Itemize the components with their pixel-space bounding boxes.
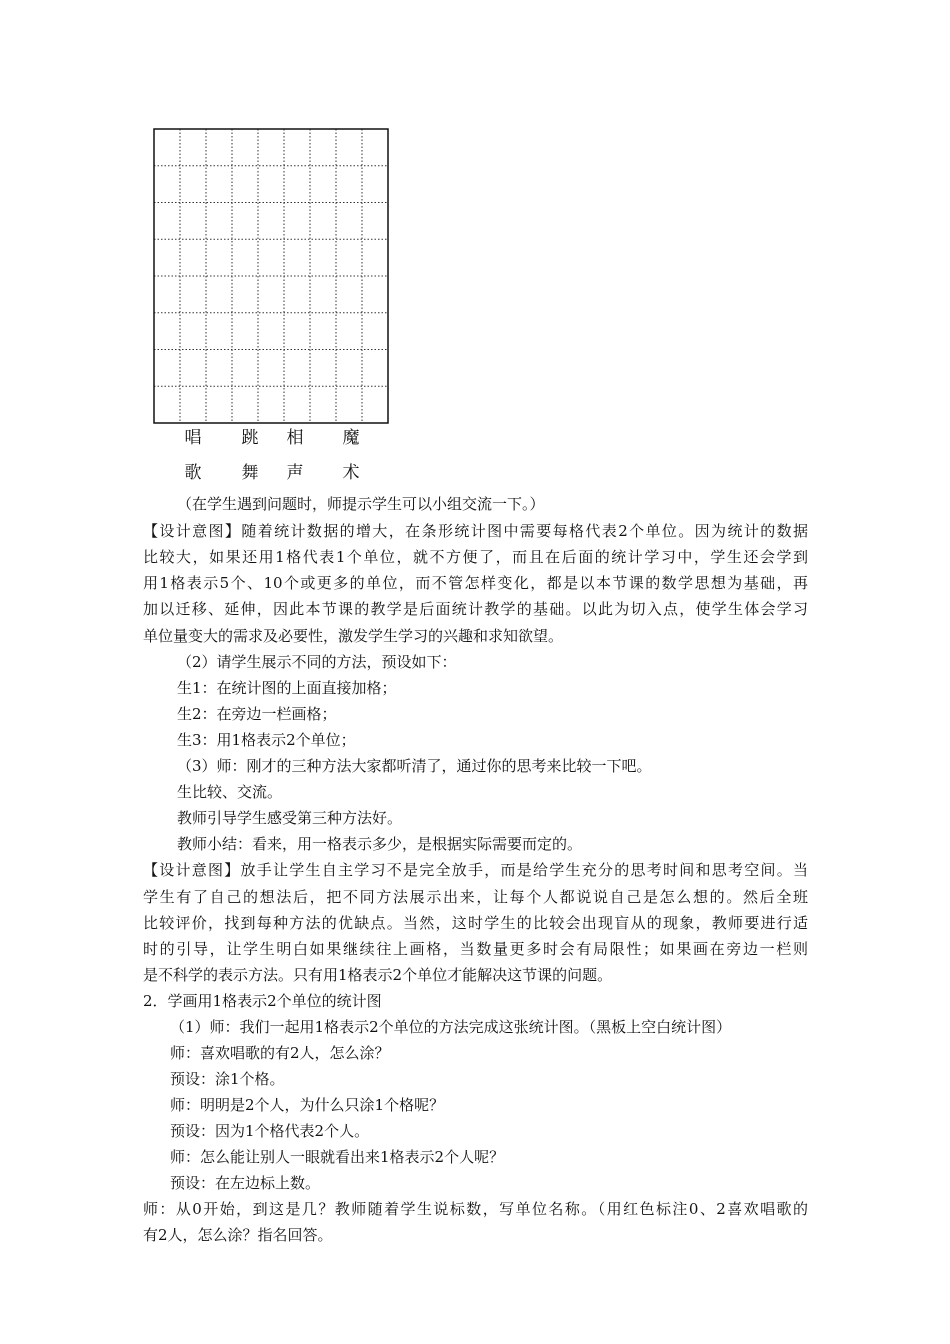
text-line: 预设：因为1个格代表2个人。 (170, 1122, 370, 1140)
text-line: 生1：在统计图的上面直接加格； (177, 679, 397, 697)
text-line: 师：从0开始，到这是几？教师随着学生说标数，写单位名称。（用红色标注0、2喜欢唱歌的 (143, 1200, 808, 1218)
text-line: 比较评价，找到每种方法的优缺点。当然，这时学生的比较会出现盲从的现象，教师要进行适 (143, 914, 808, 932)
text-line: 师：明明是2个人，为什么只涂1个格呢？ (170, 1096, 445, 1114)
text-line: （1）师：我们一起用1格表示2个单位的方法完成这张统计图。（黑板上空白统计图） (170, 1018, 732, 1036)
category-label: 声 (286, 463, 304, 483)
text-line: 比较大，如果还用1格代表1个单位，就不方便了，而且在后面的统计学习中，学生还会学到 (143, 548, 808, 566)
text-line: 教师引导学生感受第三种方法好。 (177, 809, 403, 827)
text-line: 生3：用1格表示2个单位； (177, 731, 356, 749)
category-label: 唱 (184, 428, 202, 448)
text-line: 预设：涂1个格。 (170, 1070, 285, 1088)
text-line: （2）请学生展示不同的方法，预设如下： (177, 653, 457, 671)
text-line: 生2：在旁边一栏画格； (177, 705, 337, 723)
category-label: 舞 (241, 463, 259, 483)
text-line: 生比较、交流。 (177, 783, 283, 801)
grid-svg (153, 128, 389, 424)
text-line: 【设计意图】随着统计数据的增大，在条形统计图中需要每格代表2个单位。因为统计的数据 (143, 522, 808, 540)
category-label: 魔 (342, 428, 360, 448)
text-line: 预设：在左边标上数。 (170, 1174, 321, 1192)
text-line: 是不科学的表示方法。只有用1格表示2个单位才能解决这节课的问题。 (143, 966, 613, 984)
text-line: 有2人，怎么涂？指名回答。 (143, 1226, 333, 1244)
text-line: （在学生遇到问题时，师提示学生可以小组交流一下。） (177, 495, 545, 513)
text-line: （3）师：刚才的三种方法大家都听清了，通过你的思考来比较一下吧。 (177, 757, 652, 775)
text-line: 加以迁移、延伸，因此本节课的教学是后面统计教学的基础。以此为切入点，使学生体会学习 (143, 600, 808, 618)
category-label: 跳 (241, 428, 259, 448)
category-label: 术 (342, 463, 360, 483)
text-line: 【设计意图】放手让学生自主学习不是完全放手，而是给学生充分的思考时间和思考空间。当 (143, 861, 808, 879)
category-label: 歌 (184, 463, 202, 483)
blank-bar-chart-grid (153, 128, 389, 424)
category-label: 相 (286, 428, 304, 448)
text-line: 用1格表示5个、10个或更多的单位，而不管怎样变化，都是以本节课的数学思想为基础，再 (143, 574, 808, 592)
text-line: 师：喜欢唱歌的有2人，怎么涂？ (170, 1044, 390, 1062)
text-line: 师：怎么能让别人一眼就看出来1格表示2个人呢？ (170, 1148, 505, 1166)
text-line: 2．学画用1格表示2个单位的统计图 (143, 992, 382, 1010)
text-line: 时的引导，让学生明白如果继续往上画格，当数量更多时会有局限性；如果画在旁边一栏则 (143, 940, 808, 958)
text-line: 学生有了自己的想法后，把不同方法展示出来，让每个人都说说自己是怎么想的。然后全班 (143, 888, 808, 906)
text-line: 单位量变大的需求及必要性，激发学生学习的兴趣和求知欲望。 (143, 627, 564, 645)
text-line: 教师小结：看来，用一格表示多少，是根据实际需要而定的。 (177, 835, 583, 853)
